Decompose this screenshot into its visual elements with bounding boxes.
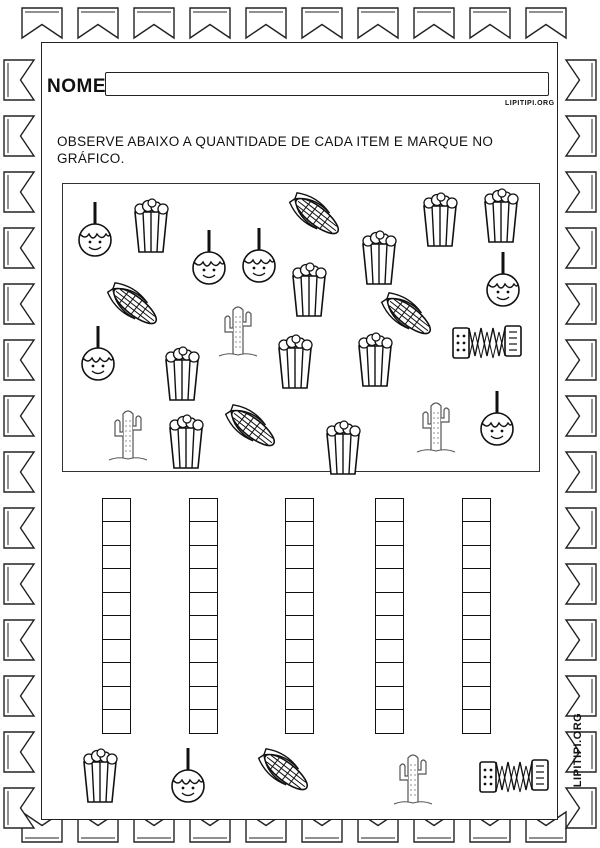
- name-label: NOME: [47, 76, 106, 97]
- graph-cell[interactable]: [375, 568, 404, 593]
- graph-cell[interactable]: [189, 662, 218, 687]
- graph-cell[interactable]: [375, 686, 404, 711]
- graph-cell[interactable]: [285, 662, 314, 687]
- graph-cell[interactable]: [285, 615, 314, 640]
- corn-icon: [377, 286, 441, 346]
- picture-box: [62, 183, 540, 472]
- popcorn-icon: [80, 748, 120, 804]
- graph-cell[interactable]: [189, 686, 218, 711]
- candy-apple-icon: [168, 746, 208, 804]
- accordion-icon: [476, 752, 552, 800]
- graph-column-corn: [285, 499, 316, 734]
- graph-cell[interactable]: [462, 498, 491, 523]
- graph-cell[interactable]: [189, 639, 218, 664]
- brand-logo-top: LIPITIPI.ORG: [505, 100, 555, 107]
- graph-column-candy-apple: [189, 499, 220, 734]
- brand-logo-side: [563, 680, 593, 820]
- graph-cell[interactable]: [285, 568, 314, 593]
- accordion-icon: [449, 318, 525, 366]
- graph-cell[interactable]: [102, 615, 131, 640]
- graph-cell[interactable]: [462, 662, 491, 687]
- candy-apple-icon: [75, 200, 115, 258]
- graph-cell[interactable]: [285, 686, 314, 711]
- graph-cell[interactable]: [102, 639, 131, 664]
- graph-cell[interactable]: [375, 615, 404, 640]
- cactus-icon: [107, 406, 149, 464]
- candy-apple-icon: [189, 228, 229, 286]
- popcorn-icon: [323, 420, 363, 476]
- graph-cell[interactable]: [102, 545, 131, 570]
- popcorn-icon: [131, 198, 171, 254]
- graph-cell[interactable]: [102, 662, 131, 687]
- graph-cell[interactable]: [102, 709, 131, 734]
- candy-apple-icon: [477, 389, 517, 447]
- graph-cell[interactable]: [285, 498, 314, 523]
- graph-cell[interactable]: [462, 686, 491, 711]
- graph-cell[interactable]: [285, 545, 314, 570]
- name-field[interactable]: [105, 72, 549, 96]
- popcorn-icon: [420, 192, 460, 248]
- graph-cell[interactable]: [375, 592, 404, 617]
- graph-cell[interactable]: [285, 592, 314, 617]
- graph-cell[interactable]: [189, 592, 218, 617]
- cactus-icon: [415, 398, 457, 456]
- graph-column-cactus: [375, 499, 406, 734]
- popcorn-icon: [162, 346, 202, 402]
- graph-cell[interactable]: [102, 592, 131, 617]
- graph-cell[interactable]: [462, 615, 491, 640]
- graph-cell[interactable]: [189, 545, 218, 570]
- graph-cell[interactable]: [462, 592, 491, 617]
- graph-column-accordion: [462, 499, 493, 734]
- graph-cell[interactable]: [189, 568, 218, 593]
- graph-cell[interactable]: [285, 639, 314, 664]
- cactus-icon: [392, 750, 434, 808]
- graph-cell[interactable]: [189, 498, 218, 523]
- graph-cell[interactable]: [375, 498, 404, 523]
- corn-icon: [254, 742, 318, 802]
- popcorn-icon: [275, 334, 315, 390]
- graph-cell[interactable]: [375, 545, 404, 570]
- graph-cell[interactable]: [189, 521, 218, 546]
- graph-cell[interactable]: [462, 545, 491, 570]
- graph-cell[interactable]: [102, 686, 131, 711]
- graph-cell[interactable]: [462, 521, 491, 546]
- graph-cell[interactable]: [375, 709, 404, 734]
- candy-apple-icon: [239, 226, 279, 284]
- graph-cell[interactable]: [375, 639, 404, 664]
- popcorn-icon: [166, 414, 206, 470]
- graph-cell[interactable]: [375, 521, 404, 546]
- popcorn-icon: [359, 230, 399, 286]
- graph-column-popcorn: [102, 499, 133, 734]
- graph-cell[interactable]: [102, 498, 131, 523]
- graph-cell[interactable]: [462, 639, 491, 664]
- graph-cell[interactable]: [189, 709, 218, 734]
- graph-cell[interactable]: [285, 521, 314, 546]
- corn-icon: [221, 398, 285, 458]
- graph-cell[interactable]: [189, 615, 218, 640]
- instruction-text: OBSERVE ABAIXO A QUANTIDADE DE CADA ITEM E MARQUE NO GRÁFICO.: [57, 134, 494, 166]
- brand-logo-side-text: LIPITIPI.ORG: [572, 712, 584, 788]
- corn-icon: [285, 186, 349, 246]
- popcorn-icon: [289, 262, 329, 318]
- graph-cell[interactable]: [462, 568, 491, 593]
- graph-cell[interactable]: [102, 521, 131, 546]
- graph-cell[interactable]: [375, 662, 404, 687]
- graph-cell[interactable]: [462, 709, 491, 734]
- corn-icon: [103, 276, 167, 336]
- graph-cell[interactable]: [102, 568, 131, 593]
- candy-apple-icon: [483, 250, 523, 308]
- popcorn-icon: [481, 188, 521, 244]
- cactus-icon: [217, 302, 259, 360]
- graph-cell[interactable]: [285, 709, 314, 734]
